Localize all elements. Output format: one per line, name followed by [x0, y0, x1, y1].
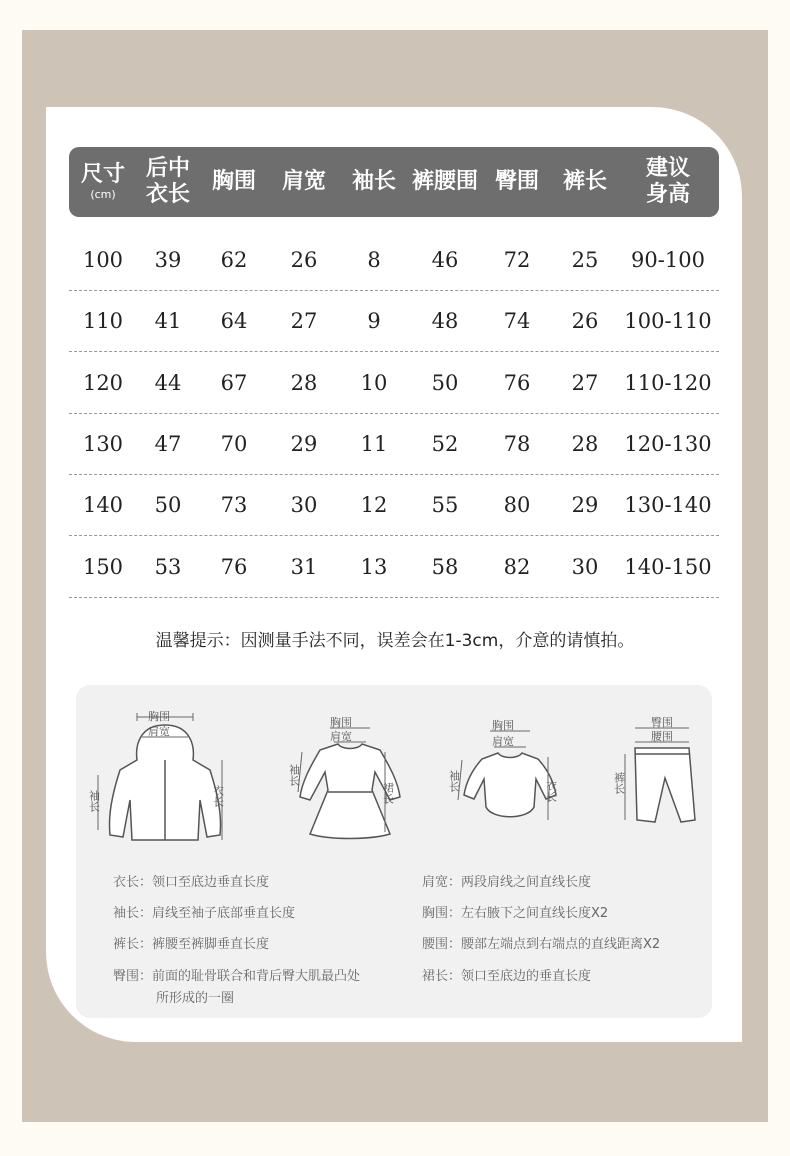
def-waist: [422, 935, 660, 955]
dress-label-shoulder: 肩宽: [330, 730, 352, 743]
table-cell: 74: [503, 309, 531, 334]
table-row: [69, 230, 719, 291]
header-back-length-line1: 后中: [145, 156, 190, 181]
def-waist-label: 腰围：: [422, 937, 462, 952]
table-header: [69, 147, 719, 217]
table-cell: 26: [290, 248, 318, 272]
table-cell: 47: [154, 431, 182, 456]
table-cell: 26: [571, 309, 599, 334]
header-pants-length-label: 裤长: [562, 169, 607, 194]
table-cell: 78: [503, 431, 531, 456]
def-length: [113, 873, 269, 893]
table-cell: 50: [154, 493, 182, 518]
table-cell: 50: [431, 370, 459, 395]
table-cell: 28: [571, 431, 599, 456]
def-skirt-length-text: 领口至底边的垂直长度: [461, 969, 592, 984]
jacket-label-chest: 胸围: [148, 710, 170, 723]
table-cell: 10: [360, 370, 388, 395]
header-shoulder-label: 肩宽: [281, 169, 326, 194]
table-cell: 130-140: [624, 493, 712, 518]
table-cell: 72: [503, 248, 531, 272]
def-sleeve-label: 袖长：: [113, 906, 153, 921]
def-chest-text: 左右腋下之间直线长度X2: [461, 906, 609, 921]
header-sleeve-label: 袖长: [351, 169, 396, 194]
table-cell: 150: [82, 554, 124, 579]
table-cell: 58: [431, 554, 459, 579]
header-back-length: [137, 147, 199, 217]
table-row: [69, 537, 719, 598]
table-cell: 30: [571, 554, 599, 579]
table-cell: 67: [220, 370, 248, 395]
def-hip-label: 臀围：: [113, 969, 153, 984]
table-cell: 120: [82, 370, 124, 395]
table-cell: 62: [220, 248, 248, 272]
header-waist: [409, 147, 481, 217]
def-hip-continued: [156, 989, 234, 1009]
table-cell: 130: [82, 431, 124, 456]
header-back-length-line2: 衣长: [145, 182, 190, 207]
def-chest-label: 胸围：: [422, 906, 462, 921]
dress-label-sleeve: 袖长: [287, 764, 301, 786]
table-cell: 55: [431, 493, 459, 518]
pants-label-waist: 腰围: [651, 730, 673, 743]
pants-illustration: [605, 710, 705, 830]
def-waist-text: 腰部左端点到右端点的直线距离X2: [461, 937, 661, 952]
measurement-tip: 温馨提示：因测量手法不同，误差会在1-3cm，介意的请慎拍。: [155, 631, 635, 651]
table-cell: 73: [220, 493, 248, 518]
table-cell: 64: [220, 309, 248, 334]
table-cell: 76: [503, 370, 531, 395]
table-cell: 100: [82, 248, 124, 272]
romper-illustration: [447, 715, 570, 830]
def-pants-length-text: 裤腰至裤脚垂直长度: [152, 937, 270, 952]
header-shoulder: [269, 147, 339, 217]
def-hip-text2: 所形成的一圈: [156, 991, 235, 1006]
header-chest-label: 胸围: [211, 169, 256, 194]
table-row: [69, 353, 719, 414]
def-pants-length-label: 裤长：: [113, 937, 153, 952]
table-row: [69, 414, 719, 475]
def-shoulder-text: 两段肩线之间直线长度: [461, 875, 592, 890]
def-length-label: 衣长：: [113, 875, 153, 890]
table-cell: 27: [571, 370, 599, 395]
jacket-label-length: 衣长: [211, 785, 225, 807]
def-length-text: 领口至底边垂直长度: [152, 875, 270, 890]
romper-label-shoulder: 肩宽: [492, 735, 514, 748]
header-size: [69, 147, 137, 217]
table-cell: 70: [220, 431, 248, 456]
dress-label-length: 裙长: [381, 782, 395, 804]
table-cell: 110: [82, 309, 124, 334]
table-cell: 29: [571, 493, 599, 518]
def-skirt-length-label: 裙长：: [422, 969, 462, 984]
header-pants-length: [553, 147, 617, 217]
def-shoulder: [422, 873, 591, 893]
header-height-line1: 建议: [645, 156, 690, 181]
header-chest: [199, 147, 269, 217]
table-cell: 41: [154, 309, 182, 334]
table-cell: 100-110: [624, 309, 712, 334]
header-height-line2: 身高: [645, 182, 690, 207]
header-height: [617, 147, 719, 217]
romper-label-length: 衣长: [544, 780, 558, 802]
table-cell: 110-120: [624, 370, 712, 395]
def-sleeve-text: 肩线至袖子底部垂直长度: [152, 906, 296, 921]
table-cell: 120-130: [624, 431, 712, 456]
table-cell: 30: [290, 493, 318, 518]
table-cell: 48: [431, 309, 459, 334]
table-cell: 8: [367, 248, 381, 272]
table-cell: 140: [82, 493, 124, 518]
header-hip: [481, 147, 553, 217]
pants-label-length: 裤长: [612, 772, 626, 794]
table-cell: 76: [220, 554, 248, 579]
table-cell: 90-100: [631, 248, 705, 272]
header-size-unit: (cm): [90, 188, 116, 201]
table-cell: 29: [290, 431, 318, 456]
table-cell: 46: [431, 248, 459, 272]
header-sleeve: [339, 147, 409, 217]
pants-label-hip: 臀围: [651, 716, 673, 729]
table-row: [69, 291, 719, 352]
def-chest: [422, 904, 608, 924]
def-shoulder-label: 肩宽：: [422, 875, 462, 890]
def-sleeve: [113, 904, 295, 924]
table-cell: 25: [571, 248, 599, 272]
table-cell: 11: [360, 431, 388, 456]
def-hip: [113, 967, 360, 987]
table-cell: 39: [154, 248, 182, 272]
table-cell: 31: [290, 554, 318, 579]
table-cell: 82: [503, 554, 531, 579]
romper-label-sleeve: 袖长: [447, 770, 461, 792]
header-waist-label: 裤腰围: [411, 169, 478, 194]
table-cell: 13: [360, 554, 388, 579]
table-cell: 80: [503, 493, 531, 518]
romper-label-chest: 胸围: [492, 719, 514, 732]
table-cell: 12: [360, 493, 388, 518]
def-hip-text: 前面的耻骨联合和背后臀大肌最凸处: [152, 969, 361, 984]
table-cell: 140-150: [624, 554, 712, 579]
jacket-illustration: [87, 705, 240, 850]
dress-label-chest: 胸围: [330, 716, 352, 729]
table-cell: 28: [290, 370, 318, 395]
table-cell: 9: [367, 309, 381, 334]
def-skirt-length: [422, 967, 591, 987]
table-cell: 52: [431, 431, 459, 456]
jacket-label-sleeve: 袖长: [87, 790, 101, 812]
jacket-label-shoulder: 肩宽: [148, 725, 170, 738]
dress-illustration: [287, 712, 410, 842]
header-size-label: 尺寸: [80, 162, 125, 187]
table-cell: 27: [290, 309, 318, 334]
def-pants-length: [113, 935, 269, 955]
table-row: [69, 475, 719, 536]
header-hip-label: 臀围: [494, 169, 539, 194]
table-cell: 53: [154, 554, 182, 579]
table-cell: 44: [154, 370, 182, 395]
